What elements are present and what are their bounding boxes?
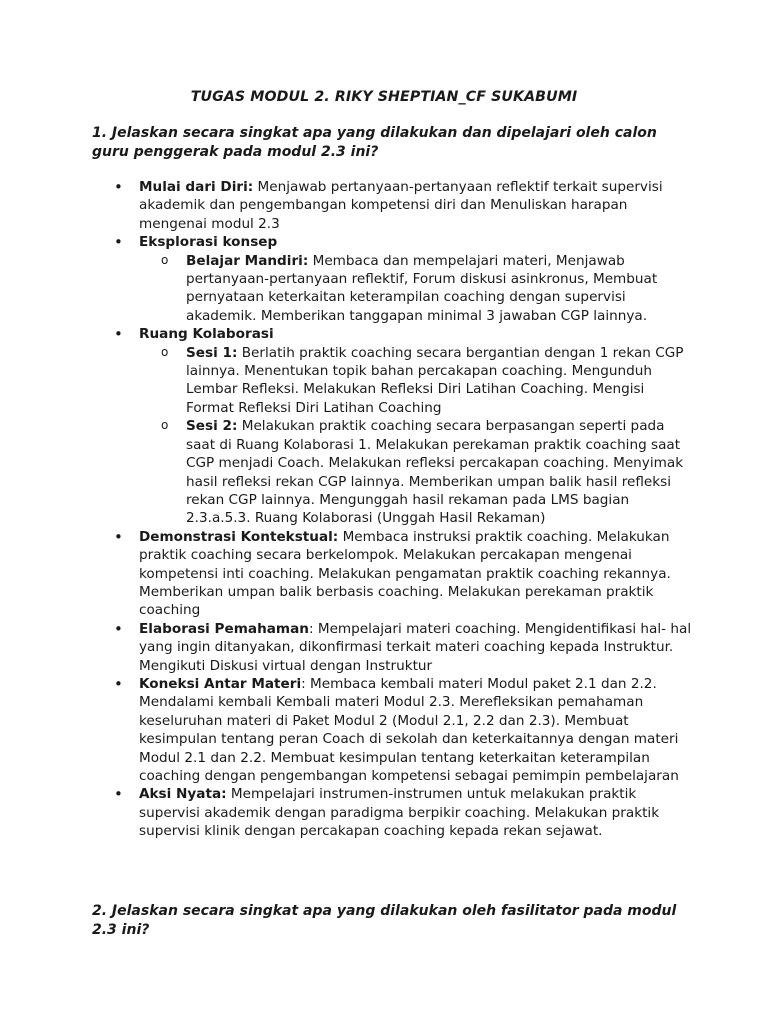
list-item-aksi-nyata: [92, 785, 692, 840]
list-item-elaborasi-pemahaman: [92, 620, 692, 675]
item-term: Demonstrasi Kontekstual:: [139, 528, 339, 545]
sub-item-sesi-2: [139, 417, 692, 527]
answer-list: [92, 178, 692, 841]
list-item-koneksi-antar-materi: [92, 675, 692, 785]
item-text: Membaca instruksi praktik coaching. Melakukan praktik coaching secara berkelompok. Melakukan percakapan mengenai kompetensi inti coaching. Melakukan pengamatan praktik coaching rekannya. Memberikan umpan balik berbasis coaching. Melakukan perekaman praktik coaching: [139, 528, 671, 619]
sub-item-belajar-mandiri: [139, 252, 692, 326]
item-term: Elaborasi Pemahaman: [139, 620, 309, 637]
list-item-ruang-kolaborasi: [92, 325, 692, 527]
question-2: 2. Jelaskan secara singkat apa yang dilakukan oleh fasilitator pada modul 2.3 ini?: [92, 903, 677, 938]
list-item-eksplorasi-konsep: [92, 233, 692, 325]
sub-item-term: Belajar Mandiri:: [186, 252, 309, 269]
item-term: Aksi Nyata:: [139, 786, 227, 803]
item-text: : Mempelajari materi coaching. Mengidentifikasi hal- hal yang ingin ditanyakan, dikonfirmasi terkait materi coaching kepada Instruktur. Mengikuti Diskusi virtual dengan Instruktur: [139, 620, 692, 674]
sub-item-term: Sesi 1:: [186, 344, 238, 361]
question-1: 1. Jelaskan secara singkat apa yang dilakukan dan dipelajari oleh calon guru penggerak pada modul 2.3 ini?: [92, 125, 657, 160]
item-term: Koneksi Antar Materi: [139, 675, 302, 692]
sub-item-text: Membaca dan mempelajari materi, Menjawab pertanyaan-pertanyaan reflektif, Forum diskusi asinkronus, Membuat pernyataan keterkaitan keterampilan coaching dengan supervisi akademik. Memberikan tanggapan minimal 3 jawaban CGP lainnya.: [186, 252, 658, 324]
list-item-mulai-dari-diri: [92, 178, 692, 233]
item-term: Eksplorasi konsep: [139, 234, 278, 251]
sub-item-text: Melakukan praktik coaching secara berpasangan seperti pada saat di Ruang Kolaborasi 1. Melakukan perekaman praktik coaching saat CGP menjadi Coach. Melakukan refleksi percakapan coaching. Menyimak hasil refleksi rekan CGP lainnya. Memberikan umpan balik hasil refleksi rekan CGP lainnya. Mengunggah hasil rekaman pada LMS bagian 2.3.a.5.3. Ruang Kolaborasi (Unggah Hasil Rekaman): [186, 418, 684, 527]
sub-list: [139, 344, 692, 528]
item-text: Menjawab pertanyaan-pertanyaan reflektif terkait supervisi akademik dan pengembangan kompetensi diri dan Menuliskan harapan mengenai modul 2.3: [139, 179, 663, 232]
item-term: Ruang Kolaborasi: [139, 326, 274, 343]
sub-item-sesi-1: [139, 344, 692, 418]
item-text: Mempelajari instrumen-instrumen untuk melakukan praktik supervisi akademik dengan paradigma berpikir coaching. Melakukan praktik supervisi klinik dengan percakapan coaching kepada rekan sejawat.: [139, 786, 660, 840]
item-term: Mulai dari Diri:: [139, 179, 254, 195]
list-item-demonstrasi-kontekstual: [92, 528, 692, 620]
item-text: : Membaca kembali materi Modul paket 2.1 dan 2.2. Mendalami kembali Kembali materi Modul 2.3. Merefleksikan pemahaman keseluruhan materi di Paket Modul 2 (Modul 2.1, 2.2 dan 2.3). Membuat kesimpulan tentang peran Coach di sekolah dan keterkaitannya dengan materi Modul 2.1 dan 2.2. Membuat kesimpulan tentang keterkaitan keterampilan coaching dengan pengembangan kompetensi sebagai pemimpin pembelajaran: [139, 675, 679, 784]
sub-item-text: Berlatih praktik coaching secara bergantian dengan 1 rekan CGP lainnya. Menentukan topik bahan percakapan coaching. Mengunduh Lembar Refleksi. Melakukan Refleksi Diri Latihan Coaching. Mengisi Format Refleksi Diri Latihan Coaching: [186, 344, 684, 416]
sub-list: [139, 252, 692, 326]
document-title: TUGAS MODUL 2. RIKY SHEPTIAN_CF SUKABUMI: [190, 89, 578, 105]
sub-item-term: Sesi 2:: [186, 418, 238, 435]
